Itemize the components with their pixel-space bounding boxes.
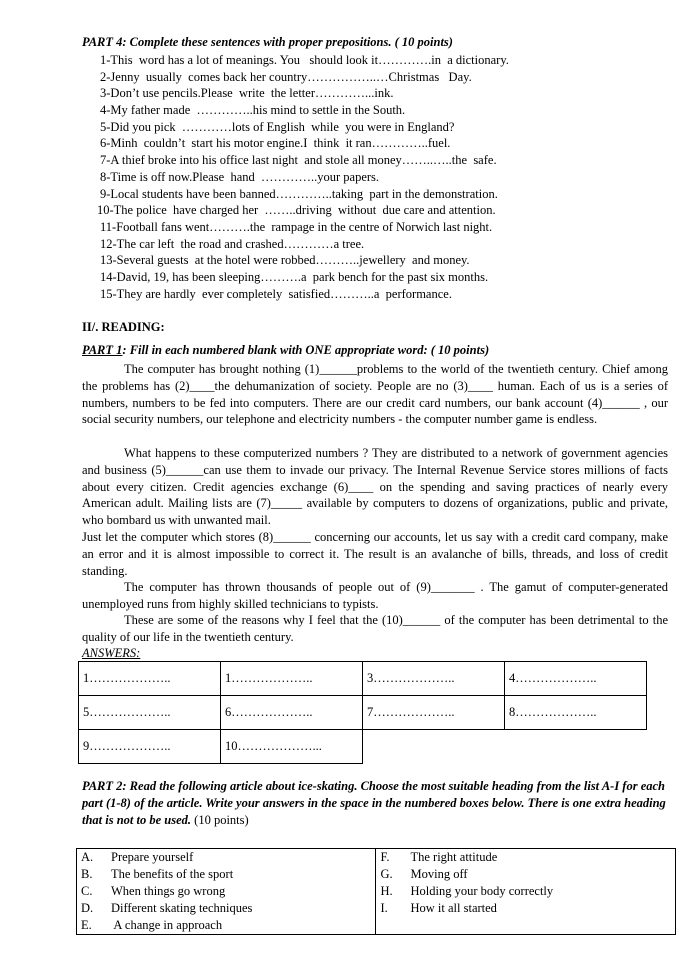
reading-paragraph-3: Just let the computer which stores (8)______ concerning our accounts, let us say with a credit card company, make an error and it is almost impossible to correct it. The result is an avalanche of bills, threads, and loss of credit standing. (82, 530, 668, 578)
answer-cell[interactable]: 3……………….. (363, 662, 505, 696)
heading-letter: A. (81, 850, 94, 864)
part2-title (82, 778, 672, 829)
part2-points: (10 points) (194, 813, 249, 827)
answer-cell[interactable]: 9……………….. (79, 730, 221, 764)
heading-letter: C. (81, 884, 93, 898)
part4-sentence: 7-A thief broke into his office last night and stole all money……..…..the safe. (100, 153, 497, 168)
part4-sentence: 6-Minh couldn’t start his motor engine.I think it ran…………..fuel. (100, 136, 451, 151)
part4-sentence: 3-Don’t use pencils.Please write the letter…………...ink. (100, 86, 394, 101)
heading-letter: B. (81, 867, 93, 881)
heading-text: Holding your body correctly (410, 884, 554, 898)
heading-option (77, 849, 375, 866)
part4-sentence: 4-My father made …………..his mind to settle in the South. (100, 103, 406, 118)
part4-sentence: 10-The police have charged her ……..driving without due care and attention. (97, 203, 496, 218)
answer-cell-empty (363, 730, 505, 764)
answer-cell[interactable]: 1……………….. (221, 662, 363, 696)
heading-option (77, 866, 375, 883)
heading-text: A change in approach (111, 918, 223, 932)
part4-sentence: 11-Football fans went……….the rampage in the centre of Norwich last night. (100, 219, 493, 234)
part4-sentence: 12-The car left the road and crashed…………a tree. (100, 236, 365, 251)
part4-sentence: 15-They are hardly ever completely satisfied………..a performance. (100, 286, 452, 301)
heading-text: Different skating techniques (111, 901, 253, 915)
heading-text: The right attitude (410, 850, 498, 864)
heading-letter: F. (380, 850, 390, 864)
heading-letter: E. (81, 918, 92, 932)
part4-title: PART 4: Complete these sentences with proper prepositions. ( 10 points) (82, 35, 453, 49)
heading-text: Moving off (410, 867, 468, 881)
part4-sentence: 2-Jenny usually comes back her country……………..…Christmas Day. (100, 69, 472, 84)
heading-letter: I. (380, 901, 388, 915)
headings-table (76, 848, 676, 935)
heading-text: When things go wrong (111, 884, 226, 898)
heading-option (77, 883, 375, 900)
heading-option (376, 900, 675, 917)
answers-label: ANSWERS: (82, 646, 141, 660)
answer-cell[interactable]: 6……………….. (221, 696, 363, 730)
part2-instruction: PART 2: Read the following article about ice-skating. Choose the most suitable heading from the list A-I for each part (1-8) of the article. Write your answers in the space in the numbered boxes below. There is one extra heading that is not to be used. (82, 779, 666, 827)
answer-cell[interactable]: 10………………... (221, 730, 363, 764)
part4-sentence: 9-Local students have been banned…………..taking part in the demonstration. (100, 186, 498, 201)
part1-instruction: : Fill in each numbered blank with ONE appropriate word: ( 10 points) (122, 343, 490, 357)
heading-letter: G. (380, 867, 393, 881)
answers-table (78, 661, 647, 764)
part4-sentence-list (97, 52, 509, 302)
answer-cell[interactable]: 4……………….. (505, 662, 647, 696)
part4-sentence: 13-Several guests at the hotel were robbed………..jewellery and money. (100, 253, 470, 268)
heading-option (77, 917, 375, 934)
heading-text: Prepare yourself (111, 850, 194, 864)
headings-right-column (376, 849, 676, 935)
heading-option (376, 866, 675, 883)
heading-letter: H. (380, 884, 393, 898)
headings-left-column (77, 849, 376, 935)
reading-paragraph-2: What happens to these computerized numbers ? They are distributed to a network of government agencies and business (5)______can use them to invade our privacy. The Internal Revenue Service stores millions of facts about every citizen. Credit agencies exchange (6)____ on the spending and saving practices of nearly every American adult. Mailing lists are (7)_____ available by computers to dozens of organizations, public and private, who bombard us with unwanted mail. (82, 446, 668, 528)
answer-cell[interactable]: 7……………….. (363, 696, 505, 730)
heading-text: The benefits of the sport (111, 867, 234, 881)
heading-option (77, 900, 375, 917)
answer-cell[interactable]: 8……………….. (505, 696, 647, 730)
heading-letter: D. (81, 901, 94, 915)
reading-heading: II/. READING: (82, 320, 165, 334)
part4-sentence: 8-Time is off now.Please hand …………..your papers. (100, 169, 380, 184)
part4-sentence: 1-This word has a lot of meanings. You should look it………….in a dictionary. (100, 53, 509, 67)
heading-option (376, 883, 675, 900)
heading-option (376, 849, 675, 866)
part4-sentence: 14-David, 19, has been sleeping……….a park bench for the past six months. (100, 269, 489, 284)
part1-title (82, 343, 489, 358)
answer-cell-empty (505, 730, 647, 764)
reading-paragraph-1: The computer has brought nothing (1)______problems to the world of the twentieth century. Chief among the problems has (2)____the dehumanization of society. People are no (3)____ human. Each of us is a series of numbers, numbers to be fed into computers. There are our credit card numbers, our bank account (4)______ , our social security numbers, our telephone and electricity numbers - the computer number game is endless. (82, 362, 668, 427)
part1-label: PART 1 (82, 343, 123, 357)
answer-cell[interactable]: 1……………….. (79, 662, 221, 696)
answer-cell[interactable]: 5……………….. (79, 696, 221, 730)
heading-text: How it all started (410, 901, 497, 915)
part4-sentence: 5-Did you pick …………lots of English while you were in England? (100, 119, 455, 134)
reading-paragraph-5: These are some of the reasons why I feel that the (10)______ of the computer has been detrimental to the quality of our life in the twentieth century. (82, 613, 668, 644)
reading-paragraph-4: The computer has thrown thousands of people out of (9)_______ . The gamut of computer-generated unemployed runs from highly skilled technicians to typists. (82, 580, 668, 611)
